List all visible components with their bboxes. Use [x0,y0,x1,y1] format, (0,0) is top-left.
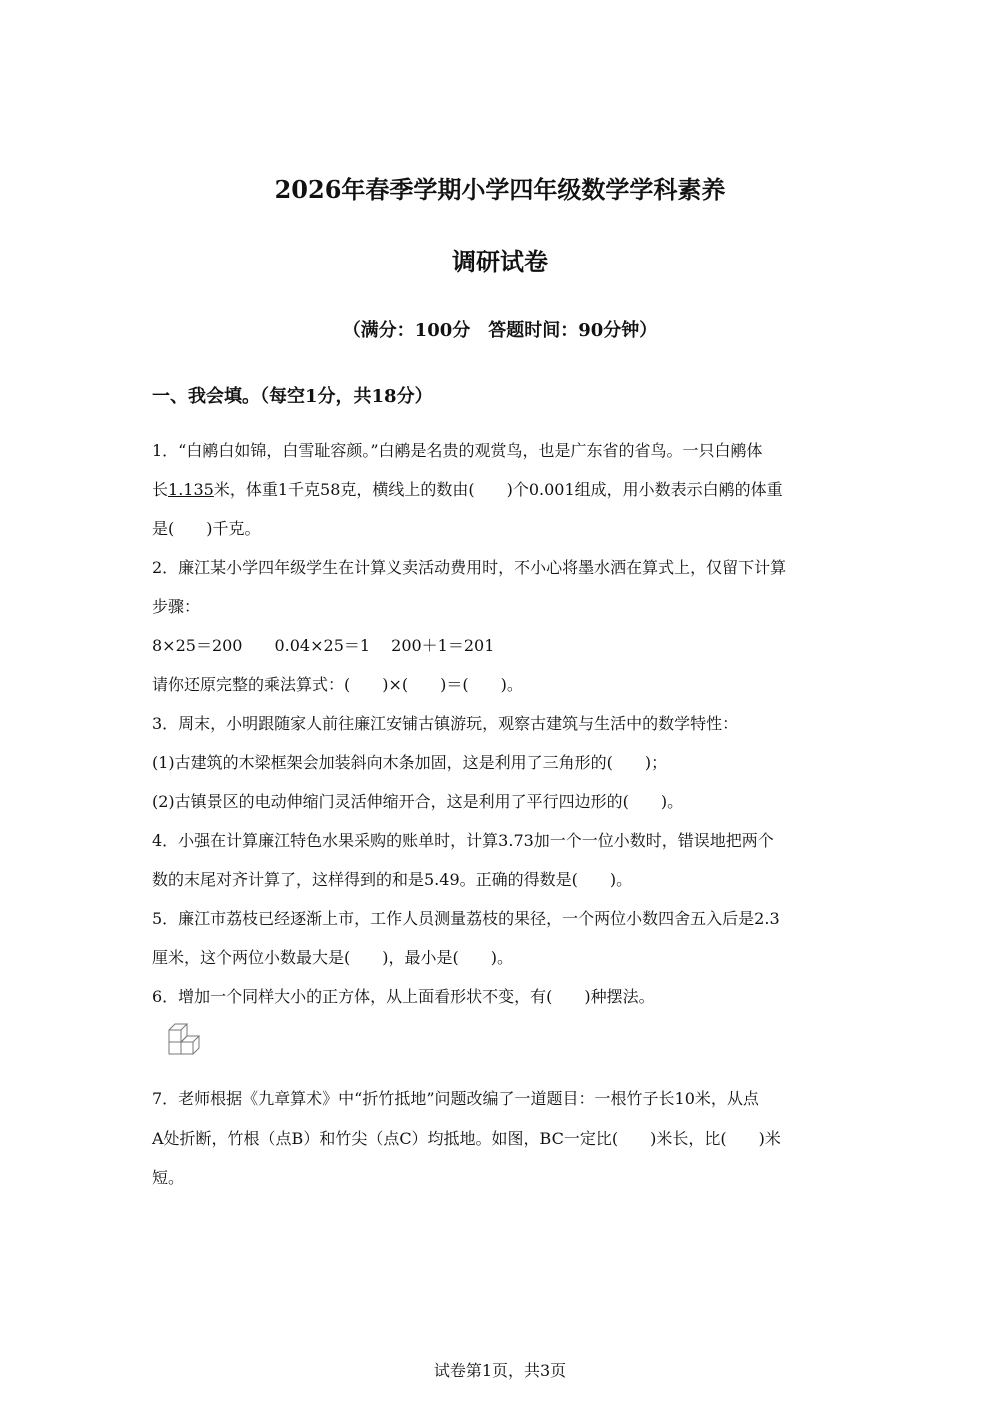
q2-line2: 步骤： [152,597,201,616]
q2-line4: 请你还原完整的乘法算式：( )×( )＝( )。 [152,675,523,694]
q4-line1: 4．小强在计算廉江特色水果采购的账单时，计算3.73加一个一位小数时，错误地把两个 [152,831,774,850]
q1-line2-pre: 长 [152,480,169,499]
q5-line2: 厘米，这个两位小数最大是( )，最小是( )。 [152,948,513,967]
section-heading: 一、我会填。（每空1分，共18分） [152,386,433,407]
q3-line2: (1)古建筑的木梁框架会加装斜向木条加固，这是利用了三角形的( )； [152,753,668,772]
q1-line2-post: 米，体重1千克58克，横线上的数由( )个0.001组成，用小数表示白鹇的体重 [213,480,783,499]
q4-line2: 数的末尾对齐计算了，这样得到的和是5.49。正确的得数是( )。 [152,870,633,889]
q1-underlined-number: 1.135 [168,480,214,499]
exam-title-line1: 2026年春季学期小学四年级数学学科素养 [274,175,726,204]
q7-line1: 7．老师根据《九章算术》中“折竹抵地”问题改编了一道题目：一根竹子长10米，从点 [152,1089,759,1108]
q6-line1: 6．增加一个同样大小的正方体，从上面看形状不变，有( )种摆法。 [152,987,655,1006]
cube-front-lower-left [169,1042,181,1054]
cube-top-face [169,1024,187,1030]
q3-line1: 3．周末，小明跟随家人前往廉江安铺古镇游玩，观察古建筑与生活中的数学特性： [152,714,739,733]
cube-front-lower-right [181,1042,193,1054]
q1-line2 [152,477,783,500]
q1-line1: 1．“白鹇白如锦，白雪耻容颜。”白鹇是名贵的观赏鸟，也是广东省的省鸟。一只白鹇体 [152,441,763,460]
exam-meta: （满分：100分 答题时间：90分钟） [342,320,658,341]
q2-line3: 8×25＝200 0.04×25＝1 200＋1＝201 [152,636,495,655]
q3-line3: (2)古镇景区的电动伸缩门灵活伸缩开合，这是利用了平行四边形的( )。 [152,792,684,811]
page-footer: 试卷第1页，共3页 [433,1361,567,1380]
cube-right-top [181,1036,199,1042]
cube-front-upper [169,1030,181,1042]
exam-title-line2: 调研试卷 [452,247,548,276]
cube-stack-figure [165,1020,205,1056]
q1-line3: 是( )千克。 [152,519,261,538]
q2-line1: 2．廉江某小学四年级学生在计算义卖活动费用时，不小心将墨水洒在算式上，仅留下计算 [152,558,787,577]
q7-line3: 短。 [152,1168,185,1187]
q7-line2: A处折断，竹根（点B）和竹尖（点C）均抵地。如图，BC一定比( )米长，比( )米 [152,1129,781,1148]
q5-line1: 5．廉江市荔枝已经逐渐上市，工作人员测量荔枝的果径，一个两位小数四舍五入后是2.3 [152,909,780,928]
